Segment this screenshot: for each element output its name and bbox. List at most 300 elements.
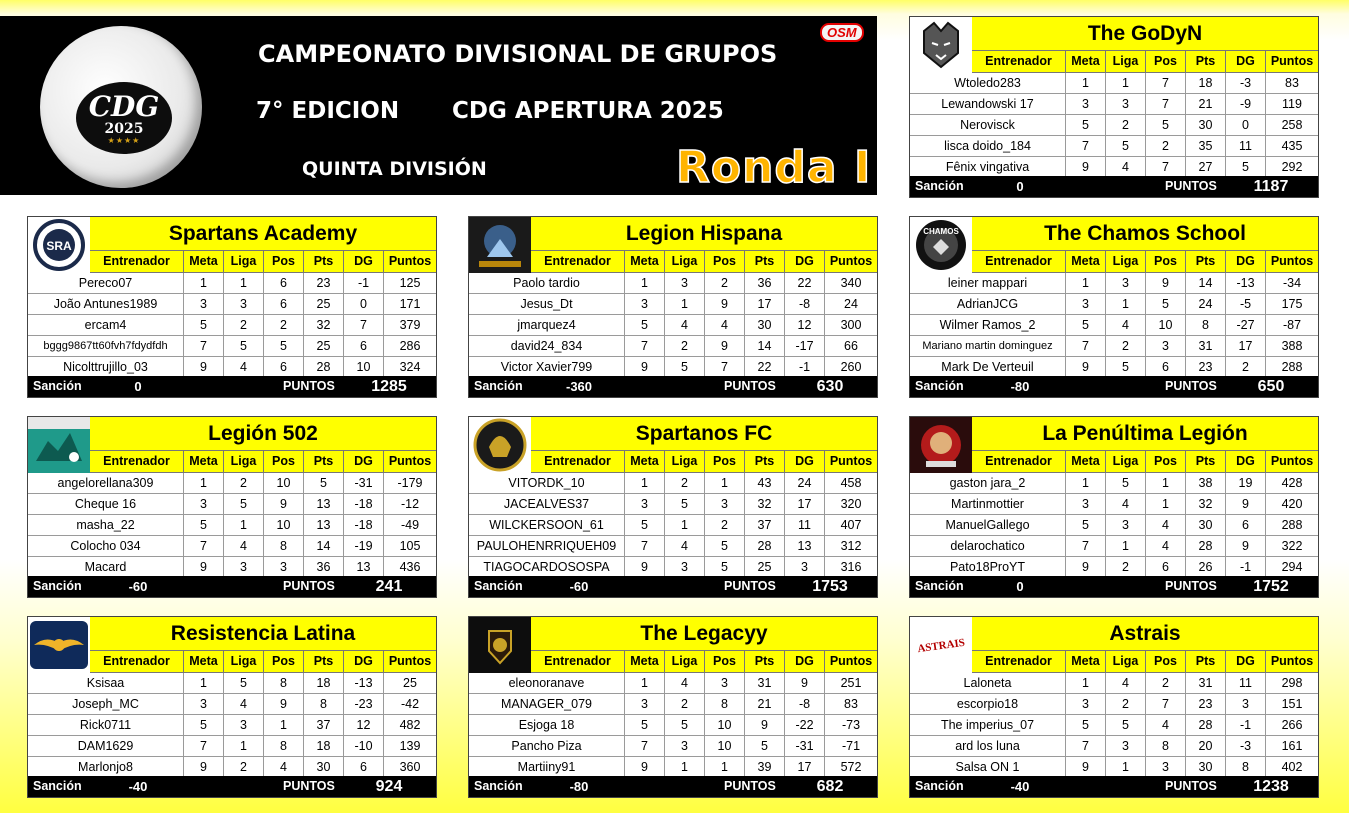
meta-cell: 7 (624, 536, 664, 556)
puntos-label: PUNTOS (283, 379, 335, 393)
column-header-meta: Meta (624, 251, 664, 272)
sancion-label: Sanción (33, 579, 82, 593)
liga-cell: 3 (1105, 273, 1145, 293)
dg-cell: -13 (1225, 273, 1265, 293)
pts-cell: 17 (744, 294, 784, 314)
pos-cell: 3 (263, 557, 303, 577)
puntos-cell: 324 (383, 357, 436, 377)
meta-cell: 3 (183, 494, 223, 514)
pos-cell: 3 (1145, 336, 1185, 356)
dg-cell: -22 (784, 715, 824, 735)
meta-cell: 7 (624, 336, 664, 356)
meta-cell: 9 (624, 357, 664, 377)
logo-stars: ★★★★ (107, 136, 141, 145)
team-name: Legion Hispana (531, 217, 877, 251)
astrais-logo (910, 617, 973, 673)
pts-cell: 18 (1185, 73, 1225, 93)
table-row (28, 494, 436, 515)
coach-name: Colocho 034 (70, 539, 141, 553)
dg-cell: 6 (343, 336, 383, 356)
dg-cell: 17 (1225, 336, 1265, 356)
dg-cell: 0 (343, 294, 383, 314)
meta-cell: 1 (183, 673, 223, 693)
team-footer (28, 776, 436, 797)
pos-cell: 9 (1145, 273, 1185, 293)
liga-cell: 4 (664, 536, 704, 556)
pos-cell: 2 (704, 273, 744, 293)
dg-cell: -19 (343, 536, 383, 556)
puntos-cell: 288 (1265, 357, 1318, 377)
logo-badge (76, 82, 172, 154)
column-header-meta: Meta (624, 451, 664, 472)
puntos-cell: 379 (383, 315, 436, 335)
dg-cell: 3 (1225, 694, 1265, 714)
pos-cell: 10 (704, 736, 744, 756)
coach-name: lisca doido_184 (944, 139, 1031, 153)
column-header-dg: DG (784, 251, 824, 272)
pts-cell: 30 (744, 315, 784, 335)
column-header-pos: Pos (263, 651, 303, 672)
pos-cell: 4 (1145, 536, 1185, 556)
pts-cell: 21 (1185, 94, 1225, 114)
spartanos-fc-logo (469, 417, 532, 473)
table-header (90, 651, 436, 673)
sancion-label: Sanción (915, 179, 964, 193)
liga-cell: 2 (1105, 115, 1145, 135)
pos-cell: 6 (263, 273, 303, 293)
coach-name: ManuelGallego (945, 518, 1030, 532)
pos-cell: 2 (1145, 673, 1185, 693)
pos-cell: 1 (704, 757, 744, 777)
pos-cell: 10 (704, 715, 744, 735)
pts-cell: 14 (303, 536, 343, 556)
coach-name: delarochatico (950, 539, 1025, 553)
column-header-meta: Meta (624, 651, 664, 672)
coach-name: WILCKERSOON_61 (489, 518, 604, 532)
meta-cell: 1 (624, 673, 664, 693)
table-row (910, 536, 1318, 557)
sancion-value: -80 (569, 779, 589, 794)
liga-cell: 3 (223, 557, 263, 577)
meta-cell: 9 (1065, 357, 1105, 377)
table-row (28, 315, 436, 336)
column-header-pos: Pos (704, 651, 744, 672)
team-name: La Penúltima Legión (972, 417, 1318, 451)
puntos-cell: -73 (824, 715, 877, 735)
pos-cell: 4 (1145, 715, 1185, 735)
pts-cell: 43 (744, 473, 784, 493)
column-header-entrenador: Entrenador (103, 654, 170, 668)
dg-cell: 6 (343, 757, 383, 777)
dg-cell: 2 (1225, 357, 1265, 377)
puntos-cell: 105 (383, 536, 436, 556)
column-header-entrenador: Entrenador (103, 454, 170, 468)
pos-cell: 8 (263, 536, 303, 556)
table-row (28, 357, 436, 378)
table-row (469, 494, 877, 515)
table-row (28, 673, 436, 694)
table-row (910, 736, 1318, 757)
team-panel (468, 416, 878, 598)
column-header-dg: DG (343, 651, 383, 672)
column-header-entrenador: Entrenador (985, 654, 1052, 668)
svg-text:SRA: SRA (46, 239, 72, 253)
sancion-value: -60 (569, 579, 589, 594)
puntos-label: PUNTOS (724, 379, 776, 393)
puntos-cell: 322 (1265, 536, 1318, 556)
table-header (531, 451, 877, 473)
pts-cell: 30 (303, 757, 343, 777)
coach-name: david24_834 (510, 339, 583, 353)
pts-cell: 8 (303, 694, 343, 714)
pts-cell: 28 (1185, 715, 1225, 735)
liga-cell: 5 (223, 336, 263, 356)
puntos-total: 1187 (1253, 178, 1289, 195)
meta-cell: 5 (1065, 315, 1105, 335)
meta-cell: 7 (183, 336, 223, 356)
table-row (28, 294, 436, 315)
dg-cell: -17 (784, 336, 824, 356)
table-row (910, 94, 1318, 115)
column-header-puntos: Puntos (824, 451, 877, 472)
coach-name: DAM1629 (77, 739, 134, 753)
coach-name: Paolo tardio (513, 276, 580, 290)
column-header-liga: Liga (1105, 51, 1145, 72)
dg-cell: 11 (1225, 136, 1265, 156)
meta-cell: 5 (1065, 115, 1105, 135)
liga-cell: 5 (1105, 473, 1145, 493)
dg-cell: 9 (784, 673, 824, 693)
puntos-label: PUNTOS (724, 579, 776, 593)
dg-cell: 13 (343, 557, 383, 577)
pos-cell: 7 (1145, 94, 1185, 114)
coach-name: Joseph_MC (72, 697, 139, 711)
table-row (28, 757, 436, 778)
team-footer (469, 776, 877, 797)
table-header (90, 451, 436, 473)
pts-cell: 22 (744, 357, 784, 377)
coach-name: masha_22 (76, 518, 135, 532)
liga-cell: 3 (664, 736, 704, 756)
column-header-puntos: Puntos (383, 651, 436, 672)
dg-cell: 6 (1225, 515, 1265, 535)
dg-cell: 9 (1225, 536, 1265, 556)
liga-cell: 5 (1105, 715, 1145, 735)
column-header-pos: Pos (1145, 251, 1185, 272)
column-header-liga: Liga (223, 651, 263, 672)
table-body (910, 473, 1318, 578)
column-header-dg: DG (343, 451, 383, 472)
column-header-entrenador: Entrenador (103, 254, 170, 268)
table-row (28, 736, 436, 757)
column-header-dg: DG (1225, 651, 1265, 672)
team-name: The Legacyy (531, 617, 877, 651)
pos-cell: 2 (1145, 136, 1185, 156)
liga-cell: 4 (1105, 315, 1145, 335)
column-header-puntos: Puntos (383, 251, 436, 272)
meta-cell: 5 (183, 515, 223, 535)
meta-cell: 1 (1065, 673, 1105, 693)
logo-year: 2025 (104, 121, 144, 137)
meta-cell: 9 (183, 357, 223, 377)
coach-name: Rick0711 (79, 718, 132, 732)
pos-cell: 2 (263, 315, 303, 335)
pts-cell: 37 (744, 515, 784, 535)
liga-cell: 5 (664, 494, 704, 514)
coach-name: ard los luna (955, 739, 1020, 753)
column-header-pts: Pts (1185, 451, 1225, 472)
meta-cell: 1 (624, 273, 664, 293)
sancion-value: 0 (134, 379, 142, 394)
puntos-total: 1753 (812, 578, 848, 595)
meta-cell: 5 (624, 315, 664, 335)
coach-name: ercam4 (84, 318, 127, 332)
pts-cell: 37 (303, 715, 343, 735)
puntos-cell: 407 (824, 515, 877, 535)
table-row (910, 294, 1318, 315)
dg-cell: -5 (1225, 294, 1265, 314)
dg-cell: 8 (1225, 757, 1265, 777)
meta-cell: 7 (1065, 736, 1105, 756)
column-header-meta: Meta (183, 251, 223, 272)
team-panel (909, 216, 1319, 398)
column-header-puntos: Puntos (383, 451, 436, 472)
dg-cell: 17 (784, 494, 824, 514)
liga-cell: 2 (1105, 336, 1145, 356)
pts-cell: 28 (1185, 536, 1225, 556)
meta-cell: 5 (183, 715, 223, 735)
page-title: CAMPEONATO DIVISIONAL DE GRUPOS (258, 40, 778, 68)
puntos-cell: 266 (1265, 715, 1318, 735)
pts-cell: 28 (744, 536, 784, 556)
meta-cell: 5 (1065, 515, 1105, 535)
dg-cell: -8 (784, 694, 824, 714)
sancion-value: -40 (128, 779, 148, 794)
column-header-entrenador: Entrenador (544, 454, 611, 468)
column-header-puntos: Puntos (824, 651, 877, 672)
meta-cell: 7 (1065, 136, 1105, 156)
team-name: The Chamos School (972, 217, 1318, 251)
coach-name: Jesus_Dt (520, 297, 573, 311)
meta-cell: 3 (624, 694, 664, 714)
dg-cell: 22 (784, 273, 824, 293)
pos-cell: 5 (704, 536, 744, 556)
svg-text:ASTRAIS: ASTRAIS (916, 636, 966, 656)
table-body (469, 673, 877, 778)
table-body (469, 273, 877, 378)
column-header-liga: Liga (1105, 451, 1145, 472)
pos-cell: 7 (1145, 694, 1185, 714)
liga-cell: 1 (664, 294, 704, 314)
column-header-dg: DG (1225, 451, 1265, 472)
pts-cell: 5 (744, 736, 784, 756)
pos-cell: 6 (1145, 557, 1185, 577)
pts-cell: 14 (1185, 273, 1225, 293)
pts-cell: 31 (744, 673, 784, 693)
column-header-liga: Liga (664, 651, 704, 672)
meta-cell: 3 (1065, 94, 1105, 114)
liga-cell: 3 (664, 273, 704, 293)
pos-cell: 8 (263, 736, 303, 756)
pos-cell: 10 (263, 473, 303, 493)
meta-cell: 5 (624, 715, 664, 735)
table-header (90, 251, 436, 273)
liga-cell: 1 (664, 515, 704, 535)
meta-cell: 7 (1065, 536, 1105, 556)
coach-name: Nerovisck (960, 118, 1015, 132)
table-row (469, 473, 877, 494)
sancion-value: -360 (565, 379, 593, 394)
column-header-dg: DG (343, 251, 383, 272)
team-panel (27, 216, 437, 398)
meta-cell: 9 (624, 757, 664, 777)
pos-cell: 8 (1145, 736, 1185, 756)
puntos-cell: 300 (824, 315, 877, 335)
sancion-value: -80 (1010, 379, 1030, 394)
pos-cell: 1 (1145, 473, 1185, 493)
column-header-pts: Pts (303, 651, 343, 672)
table-row (910, 115, 1318, 136)
dg-cell: -31 (784, 736, 824, 756)
puntos-cell: 458 (824, 473, 877, 493)
table-header (972, 251, 1318, 273)
column-header-meta: Meta (1065, 451, 1105, 472)
puntos-label: PUNTOS (283, 579, 335, 593)
pts-cell: 25 (744, 557, 784, 577)
column-header-meta: Meta (183, 451, 223, 472)
chamos-school-logo (910, 217, 973, 273)
column-header-pts: Pts (1185, 51, 1225, 72)
puntos-cell: -42 (383, 694, 436, 714)
round-label: Ronda I (676, 142, 872, 193)
pos-cell: 10 (1145, 315, 1185, 335)
pos-cell: 7 (1145, 73, 1185, 93)
column-header-liga: Liga (1105, 651, 1145, 672)
pos-cell: 1 (1145, 494, 1185, 514)
dg-cell: 17 (784, 757, 824, 777)
liga-cell: 2 (223, 315, 263, 335)
column-header-entrenador: Entrenador (985, 254, 1052, 268)
pos-cell: 5 (1145, 294, 1185, 314)
table-row (469, 694, 877, 715)
puntos-cell: -179 (383, 473, 436, 493)
team-panel (909, 616, 1319, 798)
column-header-entrenador: Entrenador (985, 54, 1052, 68)
cdg-logo (40, 26, 202, 188)
pts-cell: 30 (1185, 115, 1225, 135)
meta-cell: 1 (624, 473, 664, 493)
puntos-cell: 83 (824, 694, 877, 714)
coach-name: Mariano martin dominguez (922, 340, 1053, 352)
liga-cell: 1 (1105, 73, 1145, 93)
puntos-cell: 294 (1265, 557, 1318, 577)
team-footer (469, 376, 877, 397)
team-footer (28, 376, 436, 397)
table-row (28, 694, 436, 715)
sancion-value: 0 (1016, 179, 1024, 194)
sancion-label: Sanción (915, 379, 964, 393)
puntos-cell: 175 (1265, 294, 1318, 314)
liga-cell: 2 (664, 694, 704, 714)
column-header-entrenador: Entrenador (985, 454, 1052, 468)
coach-name: JACEALVES37 (503, 497, 590, 511)
dg-cell: 24 (784, 473, 824, 493)
puntos-label: PUNTOS (1165, 779, 1217, 793)
meta-cell: 3 (183, 694, 223, 714)
pts-cell: 20 (1185, 736, 1225, 756)
puntos-cell: -34 (1265, 273, 1318, 293)
puntos-cell: 320 (824, 494, 877, 514)
table-header (972, 651, 1318, 673)
coach-name: Martinmottier (951, 497, 1024, 511)
liga-cell: 1 (1105, 536, 1145, 556)
pts-cell: 9 (744, 715, 784, 735)
puntos-cell: 66 (824, 336, 877, 356)
dg-cell: -1 (1225, 715, 1265, 735)
coach-name: Esjoga 18 (518, 718, 575, 732)
dg-cell: 3 (784, 557, 824, 577)
pts-cell: 36 (744, 273, 784, 293)
table-row (910, 273, 1318, 294)
legion-hispana-logo (469, 217, 532, 273)
puntos-cell: 572 (824, 757, 877, 777)
table-row (910, 73, 1318, 94)
liga-cell: 4 (664, 315, 704, 335)
coach-name: leiner mappari (947, 276, 1028, 290)
sancion-label: Sanción (33, 379, 82, 393)
pts-cell: 38 (1185, 473, 1225, 493)
meta-cell: 1 (1065, 73, 1105, 93)
table-row (910, 557, 1318, 578)
column-header-pts: Pts (1185, 251, 1225, 272)
coach-name: VITORDK_10 (508, 476, 585, 490)
liga-cell: 5 (223, 494, 263, 514)
liga-cell: 4 (223, 694, 263, 714)
table-body (910, 673, 1318, 778)
liga-cell: 4 (664, 673, 704, 693)
meta-cell: 9 (183, 757, 223, 777)
svg-text:CHAMOS: CHAMOS (923, 227, 959, 236)
liga-cell: 5 (664, 715, 704, 735)
sancion-label: Sanción (474, 579, 523, 593)
column-header-puntos: Puntos (1265, 251, 1318, 272)
table-body (28, 473, 436, 578)
pts-cell: 26 (1185, 557, 1225, 577)
meta-cell: 9 (183, 557, 223, 577)
team-panel (468, 616, 878, 798)
sancion-label: Sanción (474, 779, 523, 793)
column-header-puntos: Puntos (1265, 651, 1318, 672)
coach-name: Nicolttrujillo_03 (63, 360, 148, 374)
pos-cell: 3 (704, 494, 744, 514)
column-header-pos: Pos (1145, 451, 1185, 472)
liga-cell: 5 (664, 357, 704, 377)
liga-cell: 4 (223, 357, 263, 377)
liga-cell: 4 (1105, 673, 1145, 693)
dg-cell: -23 (343, 694, 383, 714)
table-row (469, 515, 877, 536)
column-header-pts: Pts (744, 651, 784, 672)
table-row (910, 136, 1318, 157)
coach-name: Marlonjo8 (78, 760, 133, 774)
meta-cell: 1 (1065, 273, 1105, 293)
coach-name: Pato18ProYT (949, 560, 1026, 574)
table-row (28, 473, 436, 494)
dg-cell: 12 (343, 715, 383, 735)
puntos-cell: 251 (824, 673, 877, 693)
meta-cell: 7 (183, 736, 223, 756)
puntos-cell: -49 (383, 515, 436, 535)
